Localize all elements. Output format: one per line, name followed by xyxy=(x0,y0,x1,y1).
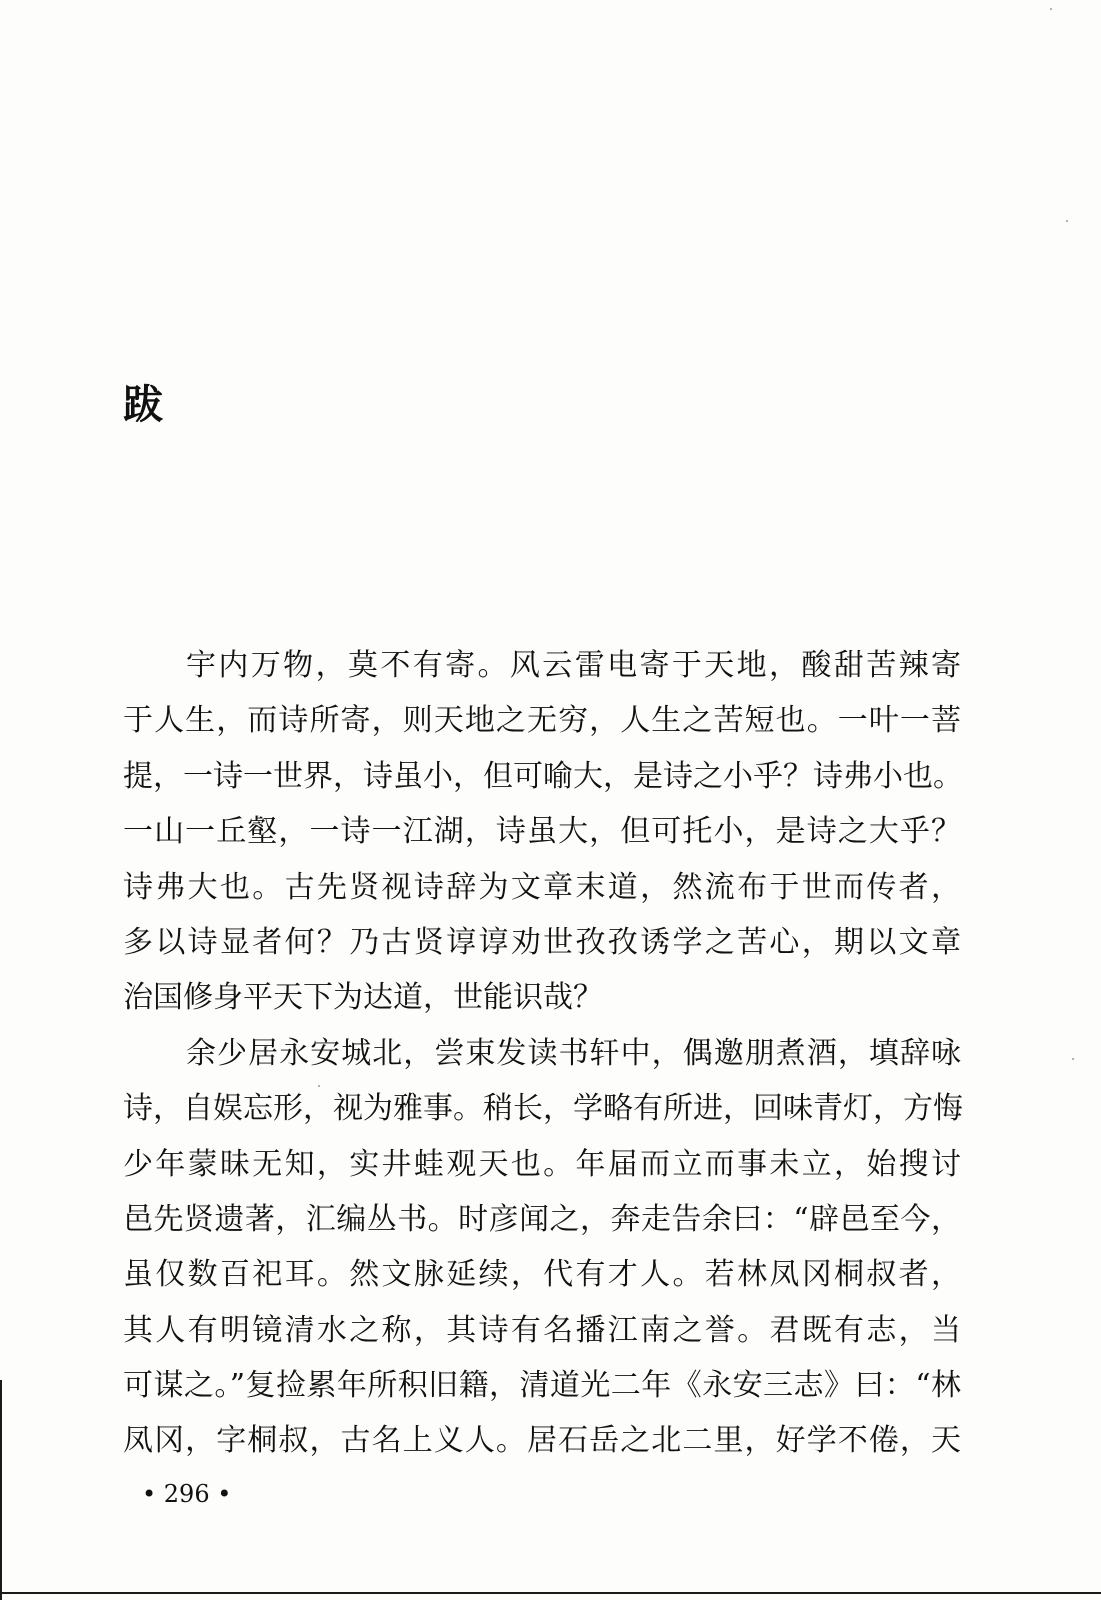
scan-speck xyxy=(1066,220,1068,222)
scan-speck xyxy=(318,1085,320,1087)
text-line: 诗，自娱忘形，视为雅事。稍长，学略有所进，回味青灯，方悔 xyxy=(123,1091,963,1127)
text-line: 多以诗显者何？乃古贤谆谆劝世孜孜诱学之苦心，期以文章 xyxy=(123,924,961,960)
body-text xyxy=(123,638,961,1469)
text-line: 少年蒙昧无知，实井蛙观天也。年届而立而事未立，始搜讨 xyxy=(123,1146,961,1182)
scan-speck xyxy=(1072,1058,1074,1060)
text-line: 可谋之。”复捡累年所积旧籍，清道光二年《永安三志》曰：“林 xyxy=(123,1368,961,1404)
text-line: 邑先贤遗著，汇编丛书。时彦闻之，奔走告余曰：“辟邑至今， xyxy=(123,1201,961,1237)
text-line: 于人生，而诗所寄，则天地之无穷，人生之苦短也。一叶一菩 xyxy=(123,703,961,739)
scan-edge-left xyxy=(0,1380,2,1600)
page-number: • 296 • xyxy=(142,1480,232,1508)
section-heading: 跋 xyxy=(123,381,163,428)
scan-edge-bottom xyxy=(0,1592,1101,1594)
text-line: 治国修身平天下为达道，世能识哉？ xyxy=(123,980,603,1016)
text-line: 虽仅数百祀耳。然文脉延续，代有才人。若林凤冈桐叔者， xyxy=(123,1257,961,1293)
text-line: 宇内万物，莫不有寄。风云雷电寄于天地，酸甜苦辣寄 xyxy=(186,648,961,683)
scan-speck xyxy=(1050,8,1052,10)
text-line: 一山一丘壑，一诗一江湖，诗虽大，但可托小，是诗之大乎？ xyxy=(123,814,961,850)
text-line: 提，一诗一世界，诗虽小，但可喻大，是诗之小乎？诗弗小也。 xyxy=(123,758,963,794)
text-line: 余少居永安城北，尝束发读书轩中，偶邀朋煮酒，填辞咏 xyxy=(186,1035,961,1071)
text-line: 诗弗大也。古先贤视诗辞为文章末道，然流布于世而传者， xyxy=(123,869,961,905)
text-line: 其人有明镜清水之称，其诗有名播江南之誉。君既有志，当 xyxy=(123,1312,961,1348)
text-line: 凤冈，字桐叔，古名上义人。居石岳之北二里，好学不倦，天 xyxy=(123,1423,961,1459)
